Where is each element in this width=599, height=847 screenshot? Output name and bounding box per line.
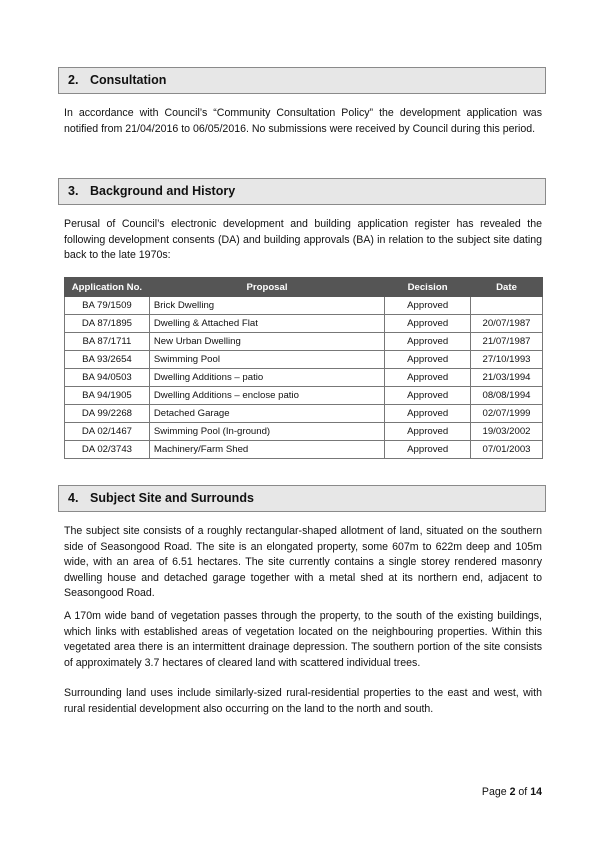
date-cell: 27/10/1993	[471, 351, 543, 369]
section-number: 4.	[68, 491, 79, 505]
table-row	[65, 387, 543, 405]
site-paragraph-2: A 170m wide band of vegetation passes through the property, to the south of the existing buildings, which links with established areas of vegetation located on the neighbouring properties. Within this vegetated area there is an intermittent drainage depression. The southern portion of the site consists of approximately 3.7 hectares of cleared land with scattered individual trees.	[64, 610, 542, 669]
proposal-cell: Swimming Pool (In-ground)	[149, 423, 384, 441]
section-header-consultation	[58, 67, 546, 94]
decision-cell: Approved	[385, 423, 471, 441]
section-title: Background and History	[90, 184, 236, 198]
background-paragraph: Perusal of Council’s electronic development and building application register has revealed the following development consents (DA) and building approvals (BA) in relation to the subject site dating back to the late 1970s:	[64, 218, 542, 261]
application-number-cell: BA 94/0503	[65, 369, 150, 387]
section-header-background	[58, 178, 546, 205]
proposal-cell: Dwelling Additions – enclose patio	[149, 387, 384, 405]
date-cell: 02/07/1999	[471, 405, 543, 423]
column-header-decision: Decision	[385, 278, 471, 297]
column-header-application: Application No.	[65, 278, 150, 297]
decision-cell: Approved	[385, 333, 471, 351]
decision-cell: Approved	[385, 441, 471, 459]
date-cell: 21/07/1987	[471, 333, 543, 351]
table-header-row	[65, 278, 543, 297]
proposal-cell: Swimming Pool	[149, 351, 384, 369]
site-paragraph-1: The subject site consists of a roughly rectangular-shaped allotment of land, situated on the southern side of Seasongood Road. The site is an elongated property, some 607m to 622m deep and 105m wide, with an area of 6.51 hectares. The site currently contains a single storey rendered masonry dwelling house and detached garage together with a metal shed at its northern end, adjacent to Seasongood Road.	[64, 525, 542, 599]
consultation-paragraph: In accordance with Council’s “Community Consultation Policy” the development application was notified from 21/04/2016 to 06/05/2016. No submissions were received by Council during this period.	[64, 107, 542, 135]
section-title: Subject Site and Surrounds	[90, 491, 254, 505]
application-number-cell: DA 02/1467	[65, 423, 150, 441]
site-paragraph-3: Surrounding land uses include similarly-sized rural-residential properties to the east and west, with rural residential development also occurring on the land to the north and south.	[64, 687, 542, 715]
section-header-subject-site	[58, 485, 546, 512]
page-number	[482, 786, 542, 798]
page-of: of	[515, 786, 531, 798]
proposal-cell: Detached Garage	[149, 405, 384, 423]
application-number-cell: DA 02/3743	[65, 441, 150, 459]
proposal-cell: Dwelling Additions – patio	[149, 369, 384, 387]
proposal-cell: Dwelling & Attached Flat	[149, 315, 384, 333]
section-number: 2.	[68, 73, 79, 87]
proposal-cell: New Urban Dwelling	[149, 333, 384, 351]
decision-cell: Approved	[385, 369, 471, 387]
application-number-cell: BA 79/1509	[65, 297, 150, 315]
application-number-cell: BA 87/1711	[65, 333, 150, 351]
date-cell: 19/03/2002	[471, 423, 543, 441]
date-cell: 20/07/1987	[471, 315, 543, 333]
table-row	[65, 315, 543, 333]
date-cell: 07/01/2003	[471, 441, 543, 459]
column-header-date: Date	[471, 278, 543, 297]
proposal-cell: Machinery/Farm Shed	[149, 441, 384, 459]
page-total: 14	[530, 786, 542, 798]
application-number-cell: BA 94/1905	[65, 387, 150, 405]
column-header-proposal: Proposal	[149, 278, 384, 297]
table-row	[65, 333, 543, 351]
page-current: 2	[509, 786, 516, 798]
application-number-cell: BA 93/2654	[65, 351, 150, 369]
table-row	[65, 441, 543, 459]
section-title: Consultation	[90, 73, 167, 87]
table-row	[65, 297, 543, 315]
table-row	[65, 351, 543, 369]
decision-cell: Approved	[385, 387, 471, 405]
decision-cell: Approved	[385, 315, 471, 333]
page-prefix: Page	[481, 786, 510, 798]
table-row	[65, 369, 543, 387]
application-number-cell: DA 87/1895	[65, 315, 150, 333]
section-number: 3.	[68, 184, 79, 198]
table-row	[65, 423, 543, 441]
application-number-cell: DA 99/2268	[65, 405, 150, 423]
date-cell: 08/08/1994	[471, 387, 543, 405]
decision-cell: Approved	[385, 297, 471, 315]
decision-cell: Approved	[385, 351, 471, 369]
decision-cell: Approved	[385, 405, 471, 423]
proposal-cell: Brick Dwelling	[149, 297, 384, 315]
date-cell: 21/03/1994	[471, 369, 543, 387]
application-history-table	[64, 277, 543, 459]
date-cell	[471, 297, 543, 315]
table-row	[65, 405, 543, 423]
